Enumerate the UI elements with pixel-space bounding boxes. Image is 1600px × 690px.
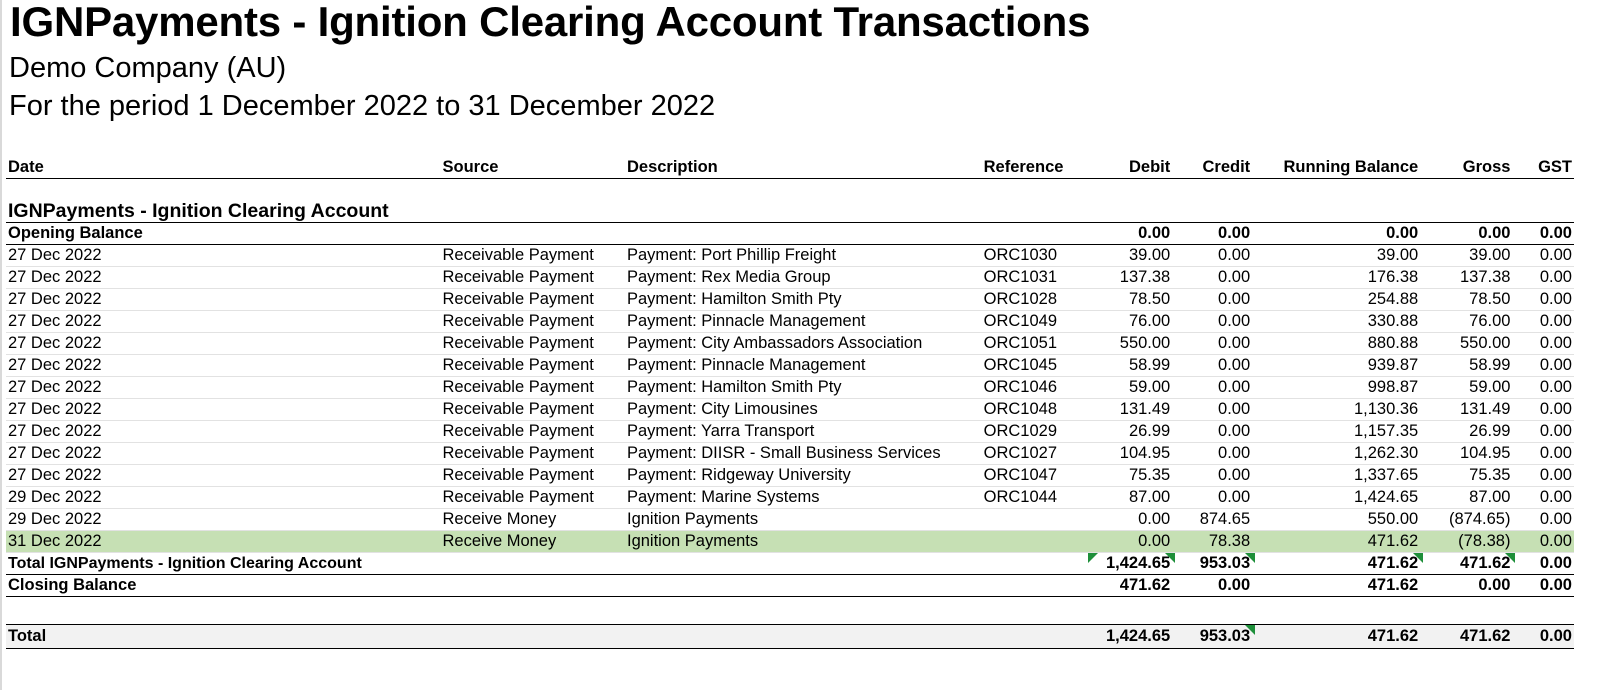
cell-reference[interactable]: ORC1047: [982, 464, 1089, 486]
cell-gst[interactable]: 0.00: [1512, 486, 1574, 508]
transaction-row[interactable]: [6, 354, 1574, 376]
cell-source[interactable]: Receivable Payment: [441, 442, 625, 464]
cell-debit[interactable]: 78.50: [1088, 288, 1172, 310]
cell-description[interactable]: Payment: Rex Media Group: [625, 266, 982, 288]
cell-description[interactable]: Payment: Pinnacle Management: [625, 354, 982, 376]
cell-running-balance[interactable]: 176.38: [1252, 266, 1420, 288]
section-total-gst[interactable]: 0.00: [1512, 552, 1574, 574]
cell-reference[interactable]: ORC1048: [982, 398, 1089, 420]
opening-running-balance[interactable]: 0.00: [1252, 222, 1420, 244]
cell-gross[interactable]: 59.00: [1420, 376, 1512, 398]
col-header-debit[interactable]: Debit: [1088, 156, 1172, 178]
opening-gst[interactable]: 0.00: [1512, 222, 1574, 244]
section-total-running-balance[interactable]: 471.62: [1252, 552, 1420, 574]
transaction-row[interactable]: [6, 266, 1574, 288]
cell-date[interactable]: 27 Dec 2022: [6, 244, 441, 266]
cell-running-balance[interactable]: 1,424.65: [1252, 486, 1420, 508]
cell-gross[interactable]: (78.38): [1420, 530, 1512, 552]
cell-gst[interactable]: 0.00: [1512, 442, 1574, 464]
cell-running-balance[interactable]: 1,157.35: [1252, 420, 1420, 442]
grand-total-gross[interactable]: 471.62: [1420, 624, 1512, 648]
cell-running-balance[interactable]: 254.88: [1252, 288, 1420, 310]
cell-gross[interactable]: (874.65): [1420, 508, 1512, 530]
cell-debit[interactable]: 76.00: [1088, 310, 1172, 332]
cell-running-balance[interactable]: 471.62: [1252, 530, 1420, 552]
grand-total-row: [6, 624, 1574, 648]
col-header-reference[interactable]: Reference: [982, 156, 1089, 178]
cell-gross[interactable]: 39.00: [1420, 244, 1512, 266]
cell-description[interactable]: Payment: Yarra Transport: [625, 420, 982, 442]
cell-description[interactable]: Payment: City Limousines: [625, 398, 982, 420]
cell-gross[interactable]: 78.50: [1420, 288, 1512, 310]
cell-date[interactable]: 31 Dec 2022: [6, 530, 441, 552]
grand-total-credit[interactable]: 953.03: [1172, 624, 1252, 648]
cell-source[interactable]: Receivable Payment: [441, 420, 625, 442]
cell-reference[interactable]: ORC1029: [982, 420, 1089, 442]
cell-gst[interactable]: 0.00: [1512, 464, 1574, 486]
cell-description[interactable]: Payment: Port Phillip Freight: [625, 244, 982, 266]
cell-gross[interactable]: 26.99: [1420, 420, 1512, 442]
cell-credit[interactable]: 0.00: [1172, 442, 1252, 464]
cell-date[interactable]: 27 Dec 2022: [6, 332, 441, 354]
cell-credit[interactable]: 78.38: [1172, 530, 1252, 552]
transaction-row-selected[interactable]: [6, 530, 1574, 552]
report-title: IGNPayments - Ignition Clearing Account Transactions: [10, 0, 1091, 45]
col-header-date[interactable]: Date: [6, 156, 441, 178]
cell-source[interactable]: Receivable Payment: [441, 398, 625, 420]
grand-total-running-balance[interactable]: 471.62: [1252, 624, 1420, 648]
grand-total-debit[interactable]: 1,424.65: [1088, 624, 1172, 648]
cell-description[interactable]: Payment: DIISR - Small Business Services: [625, 442, 982, 464]
transaction-row[interactable]: [6, 244, 1574, 266]
closing-balance-row: [6, 574, 1574, 596]
grand-total-label[interactable]: Total: [6, 624, 1088, 648]
spacer-row: [6, 178, 1574, 196]
cell-description[interactable]: Payment: Marine Systems: [625, 486, 982, 508]
cell-description[interactable]: Ignition Payments: [625, 508, 982, 530]
cell-description[interactable]: Payment: Hamilton Smith Pty: [625, 376, 982, 398]
cell-debit[interactable]: 58.99: [1088, 354, 1172, 376]
cell-running-balance[interactable]: 39.00: [1252, 244, 1420, 266]
cell-source[interactable]: Receivable Payment: [441, 332, 625, 354]
transactions-table: [6, 156, 1574, 649]
col-header-gst[interactable]: GST: [1512, 156, 1574, 178]
cell-date[interactable]: 29 Dec 2022: [6, 508, 441, 530]
opening-gross[interactable]: 0.00: [1420, 222, 1512, 244]
cell-reference[interactable]: ORC1028: [982, 288, 1089, 310]
cell-running-balance[interactable]: 330.88: [1252, 310, 1420, 332]
header-row: [6, 156, 1574, 178]
cell-credit[interactable]: 0.00: [1172, 398, 1252, 420]
cell-credit[interactable]: 0.00: [1172, 332, 1252, 354]
cell-reference[interactable]: ORC1030: [982, 244, 1089, 266]
cell-gst[interactable]: 0.00: [1512, 398, 1574, 420]
cell-reference[interactable]: [982, 508, 1089, 530]
cell-gross[interactable]: 76.00: [1420, 310, 1512, 332]
transaction-row[interactable]: [6, 464, 1574, 486]
cell-gst[interactable]: 0.00: [1512, 288, 1574, 310]
col-header-credit[interactable]: Credit: [1172, 156, 1252, 178]
cell-date[interactable]: 27 Dec 2022: [6, 420, 441, 442]
cell-gst[interactable]: 0.00: [1512, 420, 1574, 442]
cell-source[interactable]: Receivable Payment: [441, 486, 625, 508]
transaction-row[interactable]: [6, 376, 1574, 398]
cell-gross[interactable]: 87.00: [1420, 486, 1512, 508]
closing-gst[interactable]: 0.00: [1512, 574, 1574, 596]
cell-running-balance[interactable]: 1,337.65: [1252, 464, 1420, 486]
cell-gst[interactable]: 0.00: [1512, 332, 1574, 354]
cell-date[interactable]: 27 Dec 2022: [6, 310, 441, 332]
cell-description[interactable]: Ignition Payments: [625, 530, 982, 552]
section-title[interactable]: IGNPayments - Ignition Clearing Account: [6, 196, 1574, 222]
cell-gst[interactable]: 0.00: [1512, 244, 1574, 266]
cell-debit[interactable]: 0.00: [1088, 508, 1172, 530]
cell-credit[interactable]: 0.00: [1172, 288, 1252, 310]
cell-source[interactable]: Receivable Payment: [441, 266, 625, 288]
cell-gross[interactable]: 550.00: [1420, 332, 1512, 354]
cell-date[interactable]: 27 Dec 2022: [6, 464, 441, 486]
cell-source[interactable]: Receivable Payment: [441, 464, 625, 486]
cell-reference[interactable]: ORC1031: [982, 266, 1089, 288]
cell-running-balance[interactable]: 1,262.30: [1252, 442, 1420, 464]
cell-debit[interactable]: 87.00: [1088, 486, 1172, 508]
report-period: For the period 1 December 2022 to 31 December 2022: [9, 90, 716, 122]
cell-debit[interactable]: 26.99: [1088, 420, 1172, 442]
company-name: Demo Company (AU): [9, 52, 287, 84]
cell-debit[interactable]: 131.49: [1088, 398, 1172, 420]
cell-debit[interactable]: 550.00: [1088, 332, 1172, 354]
col-header-gross[interactable]: Gross: [1420, 156, 1512, 178]
cell-gross[interactable]: 137.38: [1420, 266, 1512, 288]
section-total-debit[interactable]: 1,424.65: [1088, 552, 1172, 574]
grand-total-gst[interactable]: 0.00: [1512, 624, 1574, 648]
cell-gst[interactable]: 0.00: [1512, 530, 1574, 552]
transaction-row[interactable]: [6, 486, 1574, 508]
cell-credit[interactable]: 874.65: [1172, 508, 1252, 530]
cell-description[interactable]: Payment: Pinnacle Management: [625, 310, 982, 332]
cell-date[interactable]: 27 Dec 2022: [6, 288, 441, 310]
cell-credit[interactable]: 0.00: [1172, 266, 1252, 288]
cell-debit[interactable]: 59.00: [1088, 376, 1172, 398]
transaction-row[interactable]: [6, 420, 1574, 442]
cell-date[interactable]: 27 Dec 2022: [6, 266, 441, 288]
transaction-row[interactable]: [6, 508, 1574, 530]
cell-debit[interactable]: 75.35: [1088, 464, 1172, 486]
cell-credit[interactable]: 0.00: [1172, 354, 1252, 376]
cell-gst[interactable]: 0.00: [1512, 508, 1574, 530]
opening-balance-row: [6, 222, 1574, 244]
transaction-row[interactable]: [6, 310, 1574, 332]
cell-credit[interactable]: 0.00: [1172, 486, 1252, 508]
cell-source[interactable]: Receivable Payment: [441, 376, 625, 398]
cell-running-balance[interactable]: 939.87: [1252, 354, 1420, 376]
cell-source[interactable]: Receivable Payment: [441, 354, 625, 376]
closing-gross[interactable]: 0.00: [1420, 574, 1512, 596]
closing-credit[interactable]: 0.00: [1172, 574, 1252, 596]
cell-credit[interactable]: 0.00: [1172, 464, 1252, 486]
cell-running-balance[interactable]: 880.88: [1252, 332, 1420, 354]
blank-row: [6, 596, 1574, 624]
section-total-gross[interactable]: 471.62: [1420, 552, 1512, 574]
transaction-row[interactable]: [6, 442, 1574, 464]
cell-description[interactable]: Payment: Hamilton Smith Pty: [625, 288, 982, 310]
cell-gst[interactable]: 0.00: [1512, 376, 1574, 398]
cell-reference[interactable]: ORC1044: [982, 486, 1089, 508]
cell-running-balance[interactable]: 550.00: [1252, 508, 1420, 530]
cell-gst[interactable]: 0.00: [1512, 266, 1574, 288]
section-total-credit[interactable]: 953.03: [1172, 552, 1252, 574]
col-header-source[interactable]: Source: [441, 156, 625, 178]
opening-debit[interactable]: 0.00: [1088, 222, 1172, 244]
cell-reference[interactable]: ORC1027: [982, 442, 1089, 464]
section-total-label[interactable]: Total IGNPayments - Ignition Clearing Account: [6, 552, 1088, 574]
cell-reference[interactable]: ORC1051: [982, 332, 1089, 354]
cell-credit[interactable]: 0.00: [1172, 420, 1252, 442]
cell-source[interactable]: Receivable Payment: [441, 244, 625, 266]
cell-running-balance[interactable]: 1,130.36: [1252, 398, 1420, 420]
cell-date[interactable]: 27 Dec 2022: [6, 442, 441, 464]
cell-gross[interactable]: 75.35: [1420, 464, 1512, 486]
cell-debit[interactable]: 137.38: [1088, 266, 1172, 288]
cell-date[interactable]: 27 Dec 2022: [6, 354, 441, 376]
cell-debit[interactable]: 104.95: [1088, 442, 1172, 464]
transaction-row[interactable]: [6, 398, 1574, 420]
cell-reference[interactable]: ORC1046: [982, 376, 1089, 398]
opening-credit[interactable]: 0.00: [1172, 222, 1252, 244]
section-heading-row: [6, 196, 1574, 222]
cell-date[interactable]: 27 Dec 2022: [6, 398, 441, 420]
cell-description[interactable]: Payment: Ridgeway University: [625, 464, 982, 486]
closing-debit[interactable]: 471.62: [1088, 574, 1172, 596]
cell-reference[interactable]: [982, 530, 1089, 552]
closing-running-balance[interactable]: 471.62: [1252, 574, 1420, 596]
cell-date[interactable]: 29 Dec 2022: [6, 486, 441, 508]
col-header-running-balance[interactable]: Running Balance: [1252, 156, 1420, 178]
cell-gst[interactable]: 0.00: [1512, 310, 1574, 332]
cell-debit[interactable]: 39.00: [1088, 244, 1172, 266]
cell-gross[interactable]: 104.95: [1420, 442, 1512, 464]
cell-credit[interactable]: 0.00: [1172, 376, 1252, 398]
cell-credit[interactable]: 0.00: [1172, 244, 1252, 266]
transaction-row[interactable]: [6, 332, 1574, 354]
cell-gross[interactable]: 131.49: [1420, 398, 1512, 420]
cell-date[interactable]: 27 Dec 2022: [6, 376, 441, 398]
cell-source[interactable]: Receive Money: [441, 530, 625, 552]
col-header-description[interactable]: Description: [625, 156, 982, 178]
opening-balance-label[interactable]: Opening Balance: [6, 222, 1088, 244]
cell-reference[interactable]: ORC1045: [982, 354, 1089, 376]
cell-description[interactable]: Payment: City Ambassadors Association: [625, 332, 982, 354]
cell-running-balance[interactable]: 998.87: [1252, 376, 1420, 398]
cell-debit[interactable]: 0.00: [1088, 530, 1172, 552]
closing-balance-label[interactable]: Closing Balance: [6, 574, 1088, 596]
cell-source[interactable]: Receive Money: [441, 508, 625, 530]
cell-reference[interactable]: ORC1049: [982, 310, 1089, 332]
cell-credit[interactable]: 0.00: [1172, 310, 1252, 332]
cell-gst[interactable]: 0.00: [1512, 354, 1574, 376]
section-total-row: [6, 552, 1574, 574]
cell-gross[interactable]: 58.99: [1420, 354, 1512, 376]
cell-source[interactable]: Receivable Payment: [441, 288, 625, 310]
transaction-row[interactable]: [6, 288, 1574, 310]
cell-source[interactable]: Receivable Payment: [441, 310, 625, 332]
